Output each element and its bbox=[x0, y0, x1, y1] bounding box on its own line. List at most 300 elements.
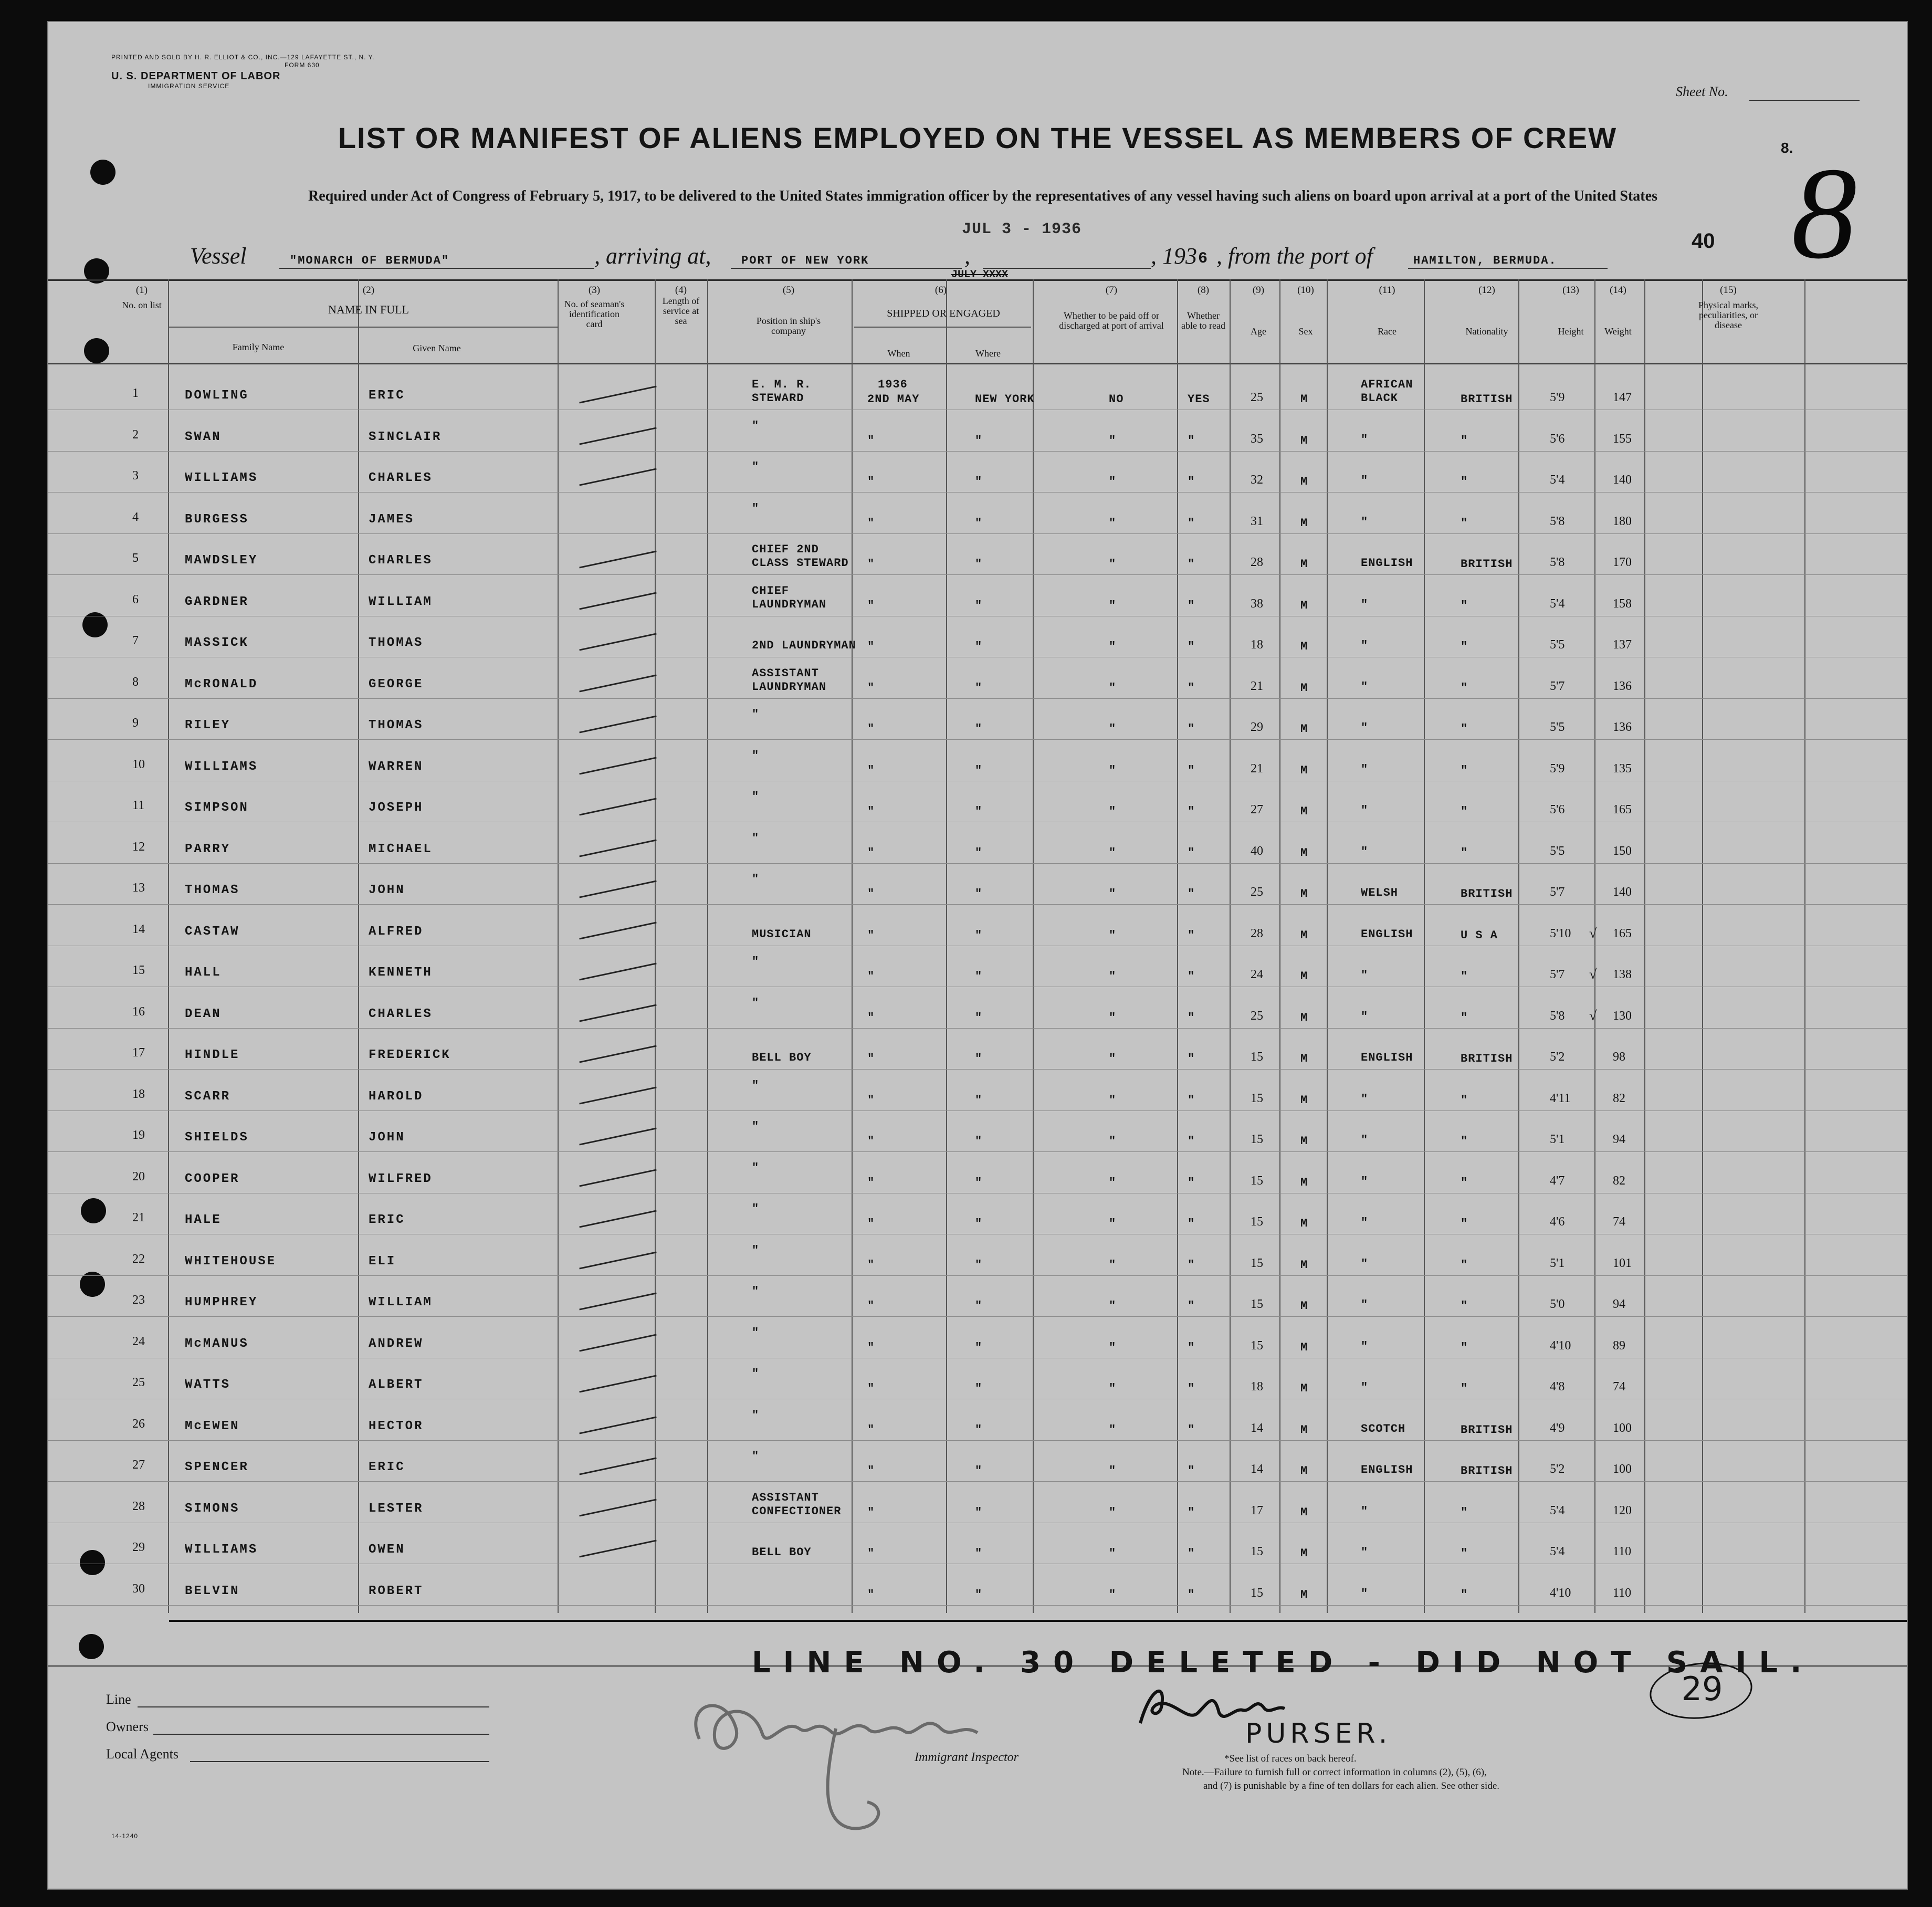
row-rule bbox=[48, 1028, 1907, 1029]
shipped-when: " bbox=[867, 846, 875, 860]
shipped-when: " bbox=[867, 599, 875, 612]
col-num-2: (2) bbox=[362, 285, 375, 296]
paid-off: " bbox=[1109, 1258, 1117, 1272]
family-name: COOPER bbox=[185, 1171, 240, 1186]
nationality: " bbox=[1461, 1011, 1468, 1024]
page-title: LIST OR MANIFEST OF ALIENS EMPLOYED ON THE VESSEL AS MEMBERS OF CREW bbox=[338, 121, 1618, 154]
row-number: 7 bbox=[132, 634, 139, 647]
given-name: FREDERICK bbox=[369, 1048, 451, 1062]
header-family-name: Family Name bbox=[232, 342, 285, 352]
height: 5'4 bbox=[1550, 473, 1565, 487]
row-number: 16 bbox=[132, 1004, 145, 1019]
binding-hole bbox=[80, 1550, 105, 1575]
column-rule bbox=[1033, 279, 1034, 1613]
binding-hole bbox=[79, 1634, 104, 1659]
family-name: CASTAW bbox=[185, 924, 240, 939]
age: 29 bbox=[1251, 720, 1263, 734]
height: 5'7 bbox=[1550, 968, 1565, 981]
able-to-read: " bbox=[1188, 887, 1195, 900]
row-number: 4 bbox=[132, 510, 139, 524]
sex: M bbox=[1300, 1093, 1308, 1107]
given-name: WILLIAM bbox=[369, 1295, 433, 1309]
weight: 101 bbox=[1613, 1256, 1632, 1270]
race: " bbox=[1361, 1339, 1369, 1353]
sex: M bbox=[1300, 681, 1308, 695]
given-name: WILLIAM bbox=[369, 594, 433, 609]
row-number: 26 bbox=[132, 1417, 145, 1431]
comma: , bbox=[964, 243, 970, 269]
race-line-1: AFRICAN bbox=[1361, 378, 1413, 391]
paid-off: " bbox=[1109, 722, 1117, 736]
nationality: U S A bbox=[1461, 928, 1498, 942]
age: 14 bbox=[1251, 1462, 1263, 1476]
given-name: KENNETH bbox=[369, 966, 433, 980]
department-name: U. S. DEPARTMENT OF LABOR bbox=[111, 70, 281, 82]
header-no-on-list: No. on list bbox=[122, 300, 162, 310]
height: 4'10 bbox=[1550, 1338, 1571, 1353]
given-name: SINCLAIR bbox=[369, 429, 442, 444]
race: ENGLISH bbox=[1361, 557, 1413, 570]
position-line-1: " bbox=[752, 708, 760, 721]
given-name: CHARLES bbox=[369, 553, 433, 568]
height: 5'4 bbox=[1550, 1545, 1565, 1558]
row-rule bbox=[48, 1440, 1907, 1441]
header-position: Position in ship's company bbox=[756, 316, 821, 336]
shipped-when: " bbox=[867, 1300, 875, 1313]
shipped-when: " bbox=[867, 681, 875, 695]
nationality: BRITISH bbox=[1461, 1052, 1513, 1065]
sex: M bbox=[1300, 599, 1308, 612]
race: ENGLISH bbox=[1361, 927, 1413, 941]
nationality: BRITISH bbox=[1461, 393, 1513, 406]
race: " bbox=[1361, 1298, 1369, 1312]
nationality: " bbox=[1461, 1217, 1468, 1230]
race: ENGLISH bbox=[1361, 1051, 1413, 1064]
family-name: HINDLE bbox=[185, 1048, 240, 1062]
race: " bbox=[1361, 1257, 1369, 1271]
age: 14 bbox=[1251, 1421, 1263, 1435]
sex: M bbox=[1300, 887, 1308, 900]
column-rule bbox=[1279, 279, 1280, 1613]
shipped-when: " bbox=[867, 1464, 875, 1478]
paid-off: " bbox=[1109, 846, 1117, 860]
age: 28 bbox=[1251, 926, 1263, 940]
id-card-mark bbox=[579, 1127, 656, 1145]
shipped-where: " bbox=[975, 970, 983, 983]
able-to-read: YES bbox=[1188, 393, 1210, 406]
column-rule bbox=[1594, 279, 1595, 1613]
height: 4'6 bbox=[1550, 1215, 1565, 1229]
shipped-where: " bbox=[975, 1176, 983, 1189]
able-to-read: " bbox=[1188, 846, 1195, 860]
given-name: ANDREW bbox=[369, 1336, 424, 1351]
position-line-2: MUSICIAN bbox=[752, 927, 812, 941]
race: " bbox=[1361, 1092, 1369, 1106]
agents-label: Local Agents bbox=[106, 1746, 178, 1762]
height: 5'8 bbox=[1550, 556, 1565, 569]
able-to-read: " bbox=[1188, 516, 1195, 530]
binding-hole bbox=[81, 1198, 106, 1223]
sex: M bbox=[1300, 1258, 1308, 1272]
weight: 120 bbox=[1613, 1503, 1632, 1517]
id-card-mark bbox=[579, 1210, 656, 1228]
shipped-where: " bbox=[975, 1423, 983, 1437]
shipped-where: " bbox=[975, 516, 983, 530]
sex: M bbox=[1300, 558, 1308, 571]
weight: 98 bbox=[1613, 1050, 1625, 1064]
family-name: SIMONS bbox=[185, 1501, 240, 1516]
paid-off: " bbox=[1109, 1300, 1117, 1313]
shipped-when: " bbox=[867, 722, 875, 736]
weight: 140 bbox=[1613, 885, 1632, 899]
nationality: " bbox=[1461, 1300, 1468, 1313]
height: 5'7 bbox=[1550, 885, 1565, 899]
row-rule bbox=[48, 451, 1907, 452]
header-when: When bbox=[887, 348, 910, 359]
race: " bbox=[1361, 969, 1369, 982]
sex: M bbox=[1300, 475, 1308, 488]
col-num-12: (12) bbox=[1478, 285, 1495, 296]
able-to-read: " bbox=[1188, 558, 1195, 571]
sex: M bbox=[1300, 434, 1308, 447]
sex: M bbox=[1300, 1052, 1308, 1065]
paid-off: " bbox=[1109, 599, 1117, 612]
height: 4'11 bbox=[1550, 1091, 1571, 1105]
height: 4'10 bbox=[1550, 1586, 1571, 1600]
weight: 130 bbox=[1613, 1009, 1632, 1023]
age: 28 bbox=[1251, 556, 1263, 569]
sex: M bbox=[1300, 1217, 1308, 1230]
shipped-where: " bbox=[975, 1547, 983, 1560]
race: BLACK bbox=[1361, 392, 1399, 405]
position-line-1: " bbox=[752, 955, 760, 968]
race: " bbox=[1361, 804, 1369, 817]
id-card-mark bbox=[579, 1334, 656, 1351]
age: 31 bbox=[1251, 514, 1263, 528]
given-name: ROBERT bbox=[369, 1584, 424, 1598]
header-nationality: Nationality bbox=[1465, 326, 1508, 337]
height: 5'10 bbox=[1550, 926, 1571, 940]
age: 25 bbox=[1251, 885, 1263, 899]
id-card-mark bbox=[579, 550, 656, 568]
check-mark: √ bbox=[1589, 967, 1597, 982]
nationality: " bbox=[1461, 640, 1468, 653]
paid-off: " bbox=[1109, 1217, 1117, 1230]
row-rule bbox=[48, 1151, 1907, 1152]
column-rule bbox=[1518, 279, 1519, 1613]
family-name: WHITEHOUSE bbox=[185, 1254, 277, 1269]
age: 21 bbox=[1251, 679, 1263, 693]
row-rule bbox=[48, 1069, 1907, 1070]
col-num-4: (4) bbox=[675, 285, 687, 296]
vessel-name-line bbox=[279, 268, 594, 269]
able-to-read: " bbox=[1188, 1217, 1195, 1230]
from-port: HAMILTON, BERMUDA. bbox=[1413, 254, 1557, 267]
family-name: THOMAS bbox=[185, 883, 240, 897]
given-name: HECTOR bbox=[369, 1419, 424, 1433]
position-line-1: " bbox=[752, 501, 760, 515]
able-to-read: " bbox=[1188, 434, 1195, 447]
row-number: 18 bbox=[132, 1087, 145, 1101]
family-name: HALE bbox=[185, 1213, 222, 1227]
nationality: " bbox=[1461, 970, 1468, 983]
position-line-1: " bbox=[752, 790, 760, 803]
printer-text: PRINTED AND SOLD BY H. R. ELLIOT & CO., INC.—129 LAFAYETTE ST., N. Y. bbox=[111, 54, 375, 61]
race: " bbox=[1361, 1175, 1369, 1188]
family-name: SIMPSON bbox=[185, 801, 249, 815]
weight: 136 bbox=[1613, 679, 1632, 693]
row-number: 19 bbox=[132, 1128, 145, 1142]
given-name: ALFRED bbox=[369, 924, 424, 939]
row-rule bbox=[48, 1605, 1907, 1606]
height: 5'5 bbox=[1550, 720, 1565, 734]
family-name: PARRY bbox=[185, 842, 231, 856]
header-height: Height bbox=[1558, 326, 1584, 337]
year-label: , 193 bbox=[1151, 243, 1197, 269]
id-card-mark bbox=[579, 1045, 656, 1063]
able-to-read: " bbox=[1188, 1340, 1195, 1354]
col-num-1: (1) bbox=[135, 285, 148, 296]
paid-off: " bbox=[1109, 475, 1117, 488]
weight: 135 bbox=[1613, 761, 1632, 776]
nationality: BRITISH bbox=[1461, 887, 1513, 900]
shipped-where: " bbox=[975, 1217, 983, 1230]
shipped-where: " bbox=[975, 805, 983, 818]
able-to-read: " bbox=[1188, 970, 1195, 983]
header-bottom-rule bbox=[48, 363, 1907, 364]
header-race: Race bbox=[1378, 326, 1396, 337]
paid-off: " bbox=[1109, 1464, 1117, 1478]
inspector-label: Immigrant Inspector bbox=[915, 1751, 1018, 1764]
given-name: WILFRED bbox=[369, 1171, 433, 1186]
given-name: ERIC bbox=[369, 389, 405, 403]
paid-off: " bbox=[1109, 1011, 1117, 1024]
position-line-1: CHIEF bbox=[752, 584, 790, 598]
col-num-10: (10) bbox=[1297, 285, 1314, 296]
owners-field bbox=[153, 1734, 489, 1735]
shipped-where: " bbox=[975, 1382, 983, 1395]
weight: 89 bbox=[1613, 1338, 1625, 1353]
row-number: 9 bbox=[132, 716, 139, 730]
paid-off: NO bbox=[1109, 393, 1124, 406]
header-name-in-full: NAME IN FULL bbox=[328, 303, 409, 316]
height: 5'9 bbox=[1550, 391, 1565, 404]
position-line-1: " bbox=[752, 1285, 760, 1298]
weight: 110 bbox=[1613, 1545, 1632, 1558]
height: 5'4 bbox=[1550, 1503, 1565, 1517]
given-name: WARREN bbox=[369, 759, 424, 774]
row-number: 21 bbox=[132, 1211, 145, 1224]
id-card-mark bbox=[579, 757, 656, 774]
column-rule bbox=[707, 279, 708, 1613]
row-number: 3 bbox=[132, 469, 139, 483]
position-line-2: LAUNDRYMAN bbox=[752, 598, 827, 611]
sex: M bbox=[1300, 1382, 1308, 1395]
row-number: 28 bbox=[132, 1499, 145, 1513]
line-field bbox=[138, 1706, 489, 1707]
col-num-15: (15) bbox=[1720, 285, 1737, 296]
position-line-1: " bbox=[752, 1120, 760, 1133]
deleted-line-note: LINE NO. 30 DELETED - DID NOT SAIL. bbox=[752, 1646, 1814, 1680]
age: 15 bbox=[1251, 1133, 1263, 1146]
able-to-read: " bbox=[1188, 722, 1195, 736]
id-card-mark bbox=[579, 921, 656, 939]
age: 15 bbox=[1251, 1297, 1263, 1311]
shipped-where: " bbox=[975, 599, 983, 612]
given-name: JOSEPH bbox=[369, 801, 424, 815]
form-number: FORM 630 bbox=[285, 61, 320, 69]
position-line-1: ASSISTANT bbox=[752, 666, 819, 680]
able-to-read: " bbox=[1188, 1052, 1195, 1065]
paid-off: " bbox=[1109, 1176, 1117, 1189]
weight: 170 bbox=[1613, 556, 1632, 569]
shipped-when: " bbox=[867, 1588, 875, 1601]
age: 15 bbox=[1251, 1173, 1263, 1188]
shipped-where: " bbox=[975, 722, 983, 736]
sheet-value: 8. bbox=[1781, 140, 1793, 156]
row-rule bbox=[48, 863, 1907, 864]
row-number: 17 bbox=[132, 1046, 145, 1060]
nationality: " bbox=[1461, 1382, 1468, 1395]
height: 5'1 bbox=[1550, 1133, 1565, 1146]
arrival-port-line bbox=[731, 268, 962, 269]
race: " bbox=[1361, 598, 1369, 611]
races-note: *See list of races on back hereof. bbox=[1224, 1753, 1357, 1764]
nationality: " bbox=[1461, 1093, 1468, 1107]
sex: M bbox=[1300, 1135, 1308, 1148]
position-line-1: ASSISTANT bbox=[752, 1491, 819, 1504]
header-weight: Weight bbox=[1604, 326, 1632, 337]
family-name: MAWDSLEY bbox=[185, 553, 258, 568]
given-name: OWEN bbox=[369, 1543, 405, 1557]
shipped-when: " bbox=[867, 970, 875, 983]
family-name: WILLIAMS bbox=[185, 471, 258, 485]
row-number: 15 bbox=[132, 963, 145, 977]
position-line-1: " bbox=[752, 1450, 760, 1463]
row-number: 24 bbox=[132, 1334, 145, 1348]
nationality: " bbox=[1461, 805, 1468, 818]
family-name: HUMPHREY bbox=[185, 1295, 258, 1309]
weight: 74 bbox=[1613, 1380, 1625, 1393]
position-line-1: " bbox=[752, 1202, 760, 1216]
weight: 94 bbox=[1613, 1133, 1625, 1146]
able-to-read: " bbox=[1188, 928, 1195, 942]
weight: 136 bbox=[1613, 720, 1632, 734]
nationality: " bbox=[1461, 1505, 1468, 1519]
given-name: THOMAS bbox=[369, 636, 424, 650]
age: 24 bbox=[1251, 968, 1263, 981]
paid-off: " bbox=[1109, 1588, 1117, 1601]
id-card-mark bbox=[579, 1457, 656, 1475]
height: 5'4 bbox=[1550, 596, 1565, 611]
race: " bbox=[1361, 515, 1369, 529]
paid-off: " bbox=[1109, 1423, 1117, 1437]
given-name: ALBERT bbox=[369, 1378, 424, 1392]
row-rule bbox=[48, 1316, 1907, 1317]
able-to-read: " bbox=[1188, 1505, 1195, 1519]
age: 15 bbox=[1251, 1545, 1263, 1558]
column-rule bbox=[168, 279, 169, 1613]
sex: M bbox=[1300, 722, 1308, 736]
shipped-when: " bbox=[867, 1258, 875, 1272]
family-name: McRONALD bbox=[185, 677, 258, 691]
id-card-mark bbox=[579, 385, 656, 403]
sex: M bbox=[1300, 1300, 1308, 1313]
row-number: 12 bbox=[132, 840, 145, 854]
race: " bbox=[1361, 762, 1369, 776]
paid-off: " bbox=[1109, 1382, 1117, 1395]
age: 15 bbox=[1251, 1586, 1263, 1600]
sex: M bbox=[1300, 763, 1308, 777]
position-line-1: " bbox=[752, 419, 760, 433]
shipped-when: " bbox=[867, 558, 875, 571]
position-line-1: " bbox=[752, 1326, 760, 1339]
shipped-when: " bbox=[867, 887, 875, 900]
nationality: BRITISH bbox=[1461, 1464, 1513, 1478]
age: 18 bbox=[1251, 1380, 1263, 1393]
row-number: 11 bbox=[132, 799, 145, 812]
age: 27 bbox=[1251, 803, 1263, 816]
sex: M bbox=[1300, 1547, 1308, 1560]
col-num-8: (8) bbox=[1197, 285, 1210, 296]
able-to-read: " bbox=[1188, 1382, 1195, 1395]
column-rule bbox=[1804, 279, 1805, 1613]
given-name: GEORGE bbox=[369, 677, 424, 691]
column-rule bbox=[1702, 279, 1703, 1613]
race: " bbox=[1361, 1504, 1369, 1518]
col-num-6: (6) bbox=[934, 285, 947, 296]
given-name: ERIC bbox=[369, 1460, 405, 1474]
sex: M bbox=[1300, 846, 1308, 860]
paid-off: " bbox=[1109, 1505, 1117, 1519]
nationality: " bbox=[1461, 1176, 1468, 1189]
shipped-when: " bbox=[867, 1052, 875, 1065]
shipped-where: " bbox=[975, 1258, 983, 1272]
id-card-mark bbox=[579, 633, 656, 651]
position-line-2: BELL BOY bbox=[752, 1051, 812, 1064]
column-rule bbox=[946, 279, 947, 1613]
position-line-1: " bbox=[752, 1243, 760, 1257]
shipped-when: " bbox=[867, 763, 875, 777]
circled-count: 29 bbox=[1681, 1670, 1723, 1708]
position-line-1: " bbox=[752, 460, 760, 474]
col-num-3: (3) bbox=[588, 285, 601, 296]
nationality: " bbox=[1461, 722, 1468, 736]
row-number: 14 bbox=[132, 922, 145, 936]
given-name: HAROLD bbox=[369, 1089, 424, 1104]
able-to-read: " bbox=[1188, 1093, 1195, 1107]
id-card-mark bbox=[579, 715, 656, 733]
vessel-name: "MONARCH OF BERMUDA" bbox=[290, 254, 450, 267]
age: 35 bbox=[1251, 432, 1263, 446]
arrival-port: PORT OF NEW YORK bbox=[741, 254, 869, 267]
height: 5'9 bbox=[1550, 761, 1565, 776]
id-card-mark bbox=[579, 1086, 656, 1104]
race: " bbox=[1361, 1010, 1369, 1023]
height: 5'1 bbox=[1550, 1256, 1565, 1270]
weight: 138 bbox=[1613, 968, 1632, 981]
race: " bbox=[1361, 639, 1369, 652]
column-rule bbox=[558, 279, 559, 1613]
family-name: SCARR bbox=[185, 1089, 231, 1104]
paid-off: " bbox=[1109, 1340, 1117, 1354]
shipped-where: " bbox=[975, 928, 983, 942]
race: " bbox=[1361, 721, 1369, 735]
row-number: 29 bbox=[132, 1541, 145, 1554]
row-number: 2 bbox=[132, 427, 139, 442]
weight: 110 bbox=[1613, 1586, 1632, 1600]
row-rule bbox=[48, 533, 1907, 534]
